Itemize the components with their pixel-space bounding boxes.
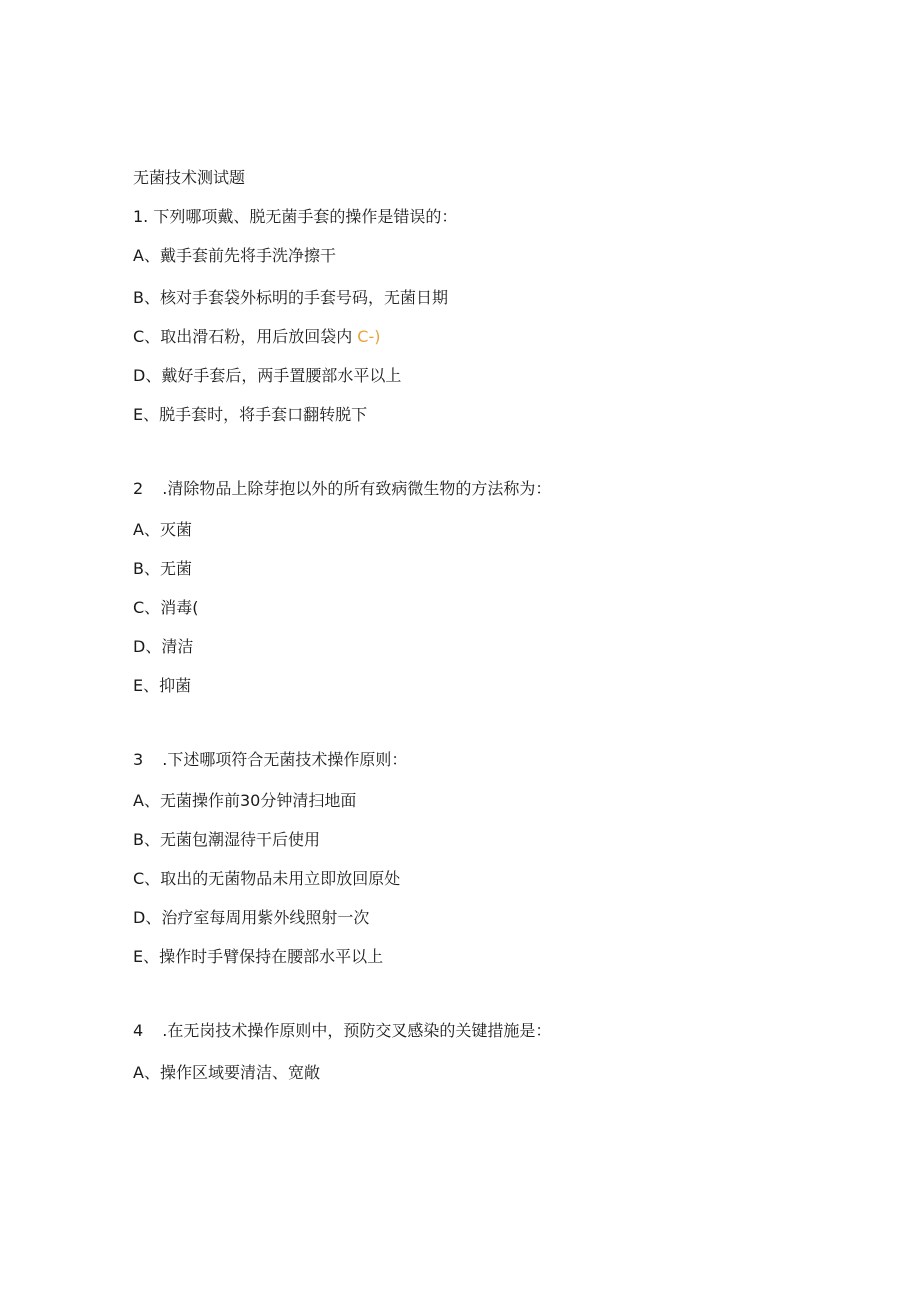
option-letter: D、 [133, 908, 162, 927]
question-4 [133, 1021, 551, 1041]
option-letter: B、 [133, 559, 160, 578]
option-c [133, 598, 198, 618]
question-2 [133, 479, 551, 499]
option-d [133, 366, 401, 386]
option-b [133, 288, 448, 308]
question-number: 2 [133, 479, 144, 498]
question-number: 1. [133, 207, 149, 226]
question-number: 4 [133, 1021, 144, 1040]
option-letter: C、 [133, 327, 161, 346]
option-text: 戴好手套后，两手置腰部水平以上 [161, 366, 402, 385]
option-c [133, 869, 400, 889]
option-text: 取出滑石粉，用后放回袋内 [160, 327, 353, 346]
option-letter: E、 [133, 405, 160, 424]
option-b [133, 830, 320, 850]
answer-mark: C-) [357, 327, 381, 346]
option-letter: A、 [133, 1063, 160, 1082]
option-letter: D、 [133, 637, 162, 656]
option-e [133, 676, 191, 696]
question-text: 下列哪项戴、脱无菌手套的操作是错误的： [153, 207, 458, 226]
option-a [133, 246, 336, 266]
option-d [133, 908, 369, 928]
question-1 [133, 207, 457, 227]
document-title: 无菌技术测试题 [133, 168, 246, 187]
option-text: 核对手套袋外标明的手套号码，无菌日期 [159, 288, 448, 307]
option-text: 无菌包潮湿待干后使用 [159, 830, 320, 849]
option-e [133, 405, 367, 425]
option-c [133, 327, 380, 347]
question-number: 3 [133, 750, 144, 769]
option-letter: A、 [133, 246, 160, 265]
option-text: 操作时手臂保持在腰部水平以上 [159, 947, 384, 966]
question-3 [133, 750, 407, 770]
option-letter: A、 [133, 791, 160, 810]
option-text: 无菌 [159, 559, 192, 578]
option-letter: B、 [133, 288, 160, 307]
option-text: 脱手套时，将手套口翻转脱下 [159, 405, 368, 424]
question-text: .下述哪项符合无菌技术操作原则： [162, 750, 408, 769]
option-letter: B、 [133, 830, 160, 849]
option-text: 操作区域要清洁、宽敞 [159, 1063, 320, 1082]
option-a [133, 791, 356, 811]
question-text: .清除物品上除芽抱以外的所有致病微生物的方法称为： [162, 479, 552, 498]
option-letter: E、 [133, 947, 160, 966]
question-text: .在无岗技术操作原则中，预防交叉感染的关键措施是： [162, 1021, 552, 1040]
option-text: 无菌操作前30分钟清扫地面 [159, 791, 357, 810]
option-text: 清洁 [161, 637, 194, 656]
option-text: 灭菌 [159, 520, 192, 539]
option-a [133, 1063, 320, 1083]
option-b [133, 559, 192, 579]
option-letter: D、 [133, 366, 162, 385]
option-text: 治疗室每周用紫外线照射一次 [161, 908, 370, 927]
option-letter: E、 [133, 676, 160, 695]
option-text: 取出的无菌物品未用立即放回原处 [160, 869, 401, 888]
option-letter: C、 [133, 869, 161, 888]
option-text: 戴手套前先将手洗净擦干 [159, 246, 336, 265]
option-letter: C、 [133, 598, 161, 617]
option-letter: A、 [133, 520, 160, 539]
option-a [133, 520, 192, 540]
option-text: 消毒( [160, 598, 199, 617]
option-text: 抑菌 [159, 676, 192, 695]
option-d [133, 637, 193, 657]
option-e [133, 947, 383, 967]
